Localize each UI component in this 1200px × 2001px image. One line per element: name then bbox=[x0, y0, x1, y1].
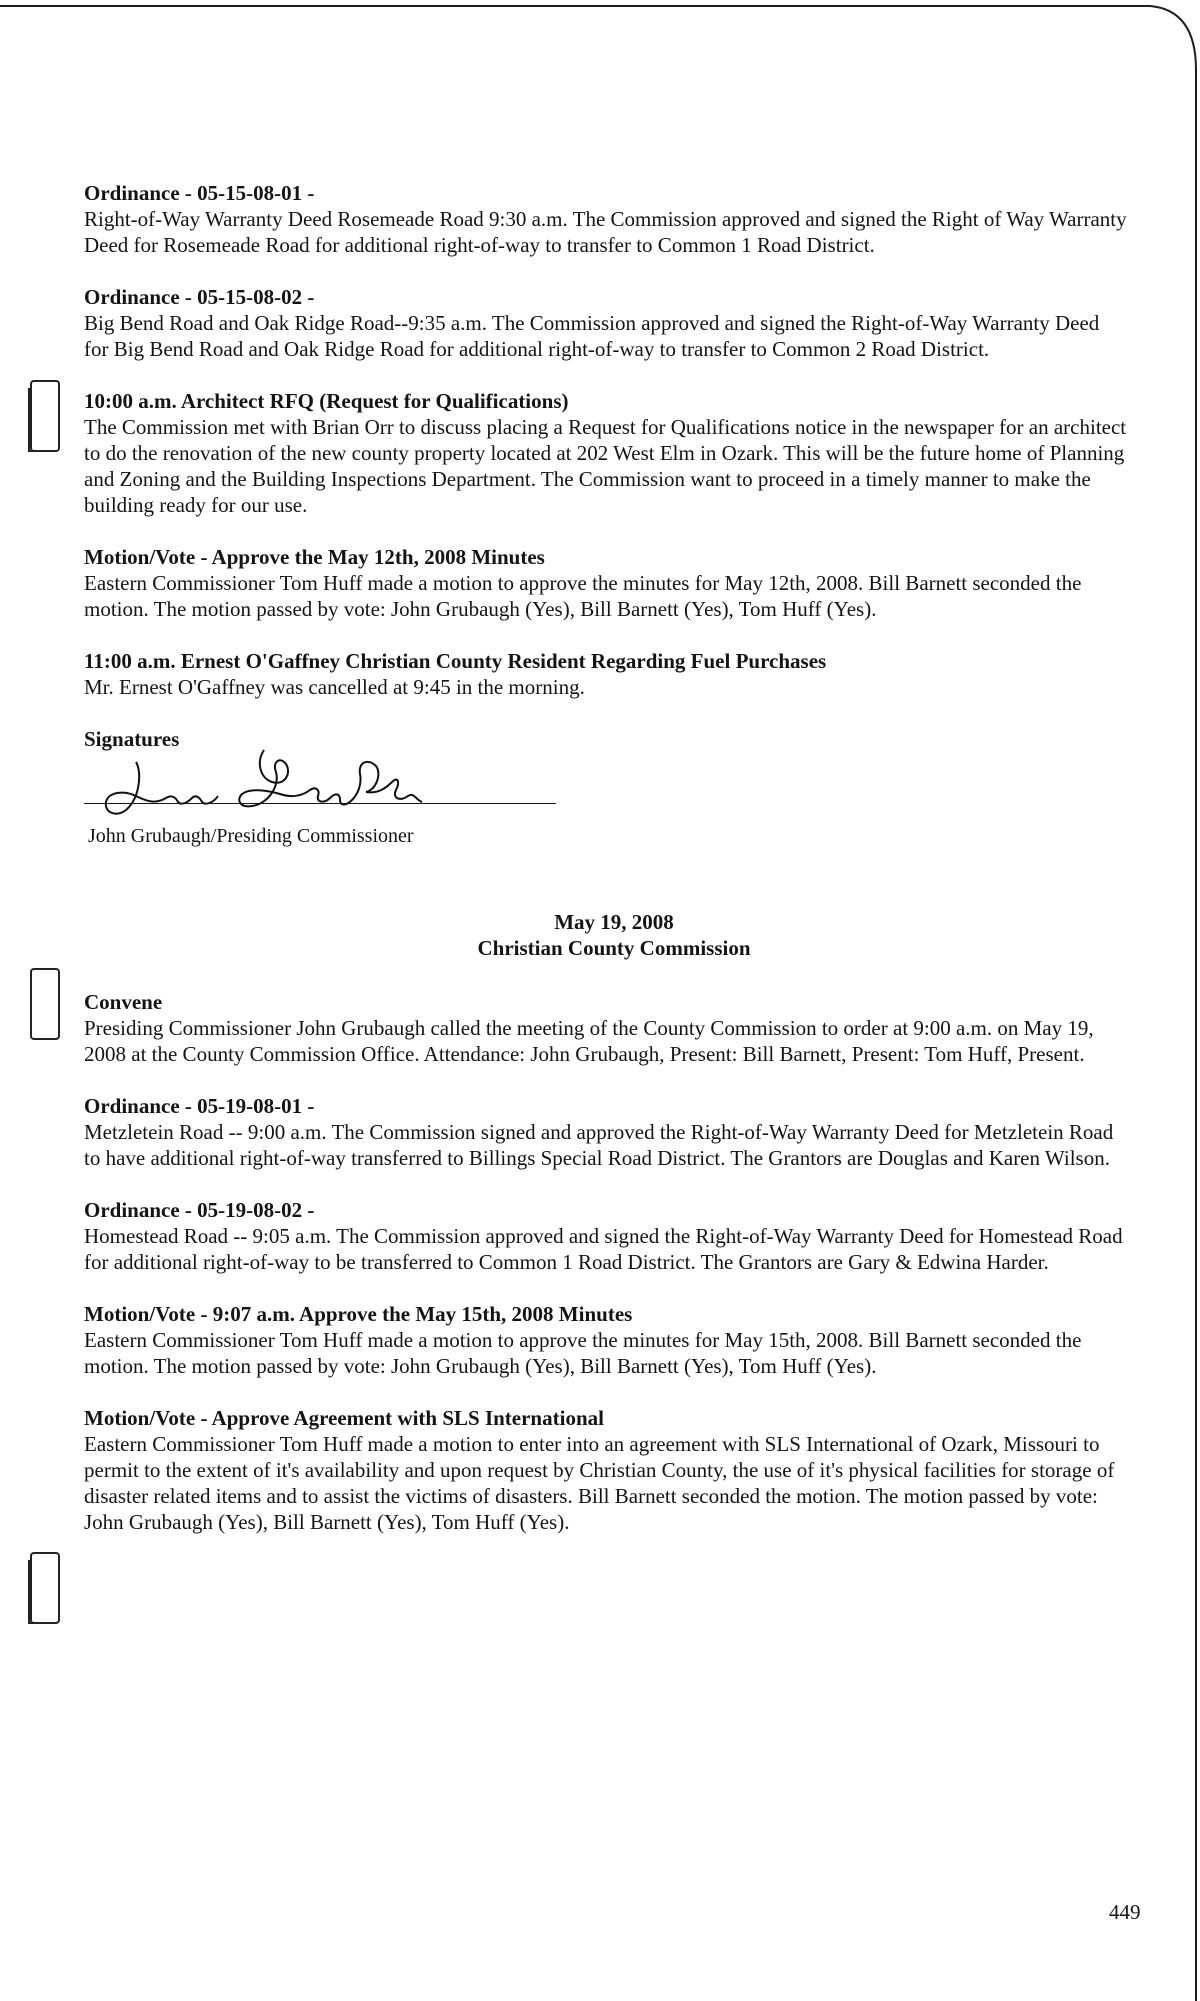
minutes-entry bbox=[84, 284, 1144, 362]
minutes-entry bbox=[84, 1301, 1144, 1379]
signature-line bbox=[84, 803, 556, 804]
page-number: 449 bbox=[1109, 1900, 1141, 1924]
entry-body: Eastern Commissioner Tom Huff made a motion to approve the minutes for May 15th, 2008. Bill Barnett seconded the motion. The motion passed by vote: John Grubaugh (Yes), Bill Barnett (Yes), Tom Huff (Yes). bbox=[84, 1328, 1082, 1378]
minutes-entry bbox=[84, 648, 1144, 700]
entry-heading: Convene bbox=[84, 990, 163, 1014]
punch-hole bbox=[30, 380, 60, 452]
entry-body: Presiding Commissioner John Grubaugh called the meeting of the County Commission to order at 9:00 a.m. on May 19, 2008 at the County Commission Office. Attendance: John Grubaugh, Present: Bill Barnett, Present: Tom Huff, Present. bbox=[84, 1016, 1094, 1066]
entry-body: Eastern Commissioner Tom Huff made a motion to enter into an agreement with SLS International of Ozark, Missouri to permit to the extent of it's availability and upon request by Christian County, the use of it's physical facilities for storage of disaster related items and to assist the victims of disasters. Bill Barnett seconded the motion. The motion passed by vote: John Grubaugh (Yes), Bill Barnett (Yes), Tom Huff (Yes). bbox=[84, 1432, 1115, 1534]
entry-heading: Ordinance - 05-19-08-01 - bbox=[84, 1094, 315, 1118]
entry-heading: Motion/Vote - Approve the May 12th, 2008 Minutes bbox=[84, 545, 545, 569]
entry-heading: 10:00 a.m. Architect RFQ (Request for Qualifications) bbox=[84, 389, 569, 413]
entry-heading: 11:00 a.m. Ernest O'Gaffney Christian County Resident Regarding Fuel Purchases bbox=[84, 649, 827, 673]
signature-block bbox=[84, 726, 1144, 847]
minutes-entry bbox=[84, 1197, 1144, 1275]
meeting-header bbox=[84, 909, 1144, 961]
entry-heading: Ordinance - 05-19-08-02 - bbox=[84, 1198, 315, 1222]
entry-body: Mr. Ernest O'Gaffney was cancelled at 9:45 in the morning. bbox=[84, 675, 585, 699]
minutes-entry bbox=[84, 544, 1144, 622]
minutes-entry bbox=[84, 1093, 1144, 1171]
minutes-entry bbox=[84, 989, 1144, 1067]
meeting-date: May 19, 2008 bbox=[554, 910, 674, 934]
meeting-body-name: Christian County Commission bbox=[477, 936, 751, 960]
punch-hole bbox=[30, 968, 60, 1040]
minutes-entry bbox=[84, 388, 1144, 518]
entry-heading: Ordinance - 05-15-08-01 - bbox=[84, 181, 315, 205]
entry-heading: Motion/Vote - 9:07 a.m. Approve the May 15th, 2008 Minutes bbox=[84, 1302, 633, 1326]
entry-body: Big Bend Road and Oak Ridge Road--9:35 a.m. The Commission approved and signed the Right-of-Way Warranty Deed for Big Bend Road and Oak Ridge Road for additional right-of-way to transfer to Common 2 Road District. bbox=[84, 311, 1100, 361]
minutes-content bbox=[84, 180, 1144, 1561]
signatures-heading: Signatures bbox=[84, 727, 180, 751]
minutes-entry bbox=[84, 180, 1144, 258]
handwritten-signature bbox=[96, 732, 436, 822]
entry-body: Metzletein Road -- 9:00 a.m. The Commission signed and approved the Right-of-Way Warranty Deed for Metzletein Road to have additional right-of-way transferred to Billings Special Road District. The Grantors are Douglas and Karen Wilson. bbox=[84, 1120, 1114, 1170]
entry-body: Homestead Road -- 9:05 a.m. The Commission approved and signed the Right-of-Way Warranty Deed for Homestead Road for additional right-of-way to be transferred to Common 1 Road District. The Grantors are Gary & Edwina Harder. bbox=[84, 1224, 1123, 1274]
entry-body: The Commission met with Brian Orr to discuss placing a Request for Qualifications notice in the newspaper for an architect to do the renovation of the new county property located at 202 West Elm in Ozark. This will be the future home of Planning and Zoning and the Building Inspections Department. The Commission want to proceed in a timely manner to make the building ready for our use. bbox=[84, 415, 1127, 517]
entry-body: Eastern Commissioner Tom Huff made a motion to approve the minutes for May 12th, 2008. Bill Barnett seconded the motion. The motion passed by vote: John Grubaugh (Yes), Bill Barnett (Yes), Tom Huff (Yes). bbox=[84, 571, 1082, 621]
minutes-entry bbox=[84, 1405, 1144, 1535]
entry-heading: Motion/Vote - Approve Agreement with SLS International bbox=[84, 1406, 604, 1430]
entry-body: Right-of-Way Warranty Deed Rosemeade Road 9:30 a.m. The Commission approved and signed the Right of Way Warranty Deed for Rosemeade Road for additional right-of-way to transfer to Common 1 Road District. bbox=[84, 207, 1127, 257]
entry-heading: Ordinance - 05-15-08-02 - bbox=[84, 285, 315, 309]
punch-hole bbox=[30, 1552, 60, 1624]
signature-caption: John Grubaugh/Presiding Commissioner bbox=[88, 825, 414, 847]
